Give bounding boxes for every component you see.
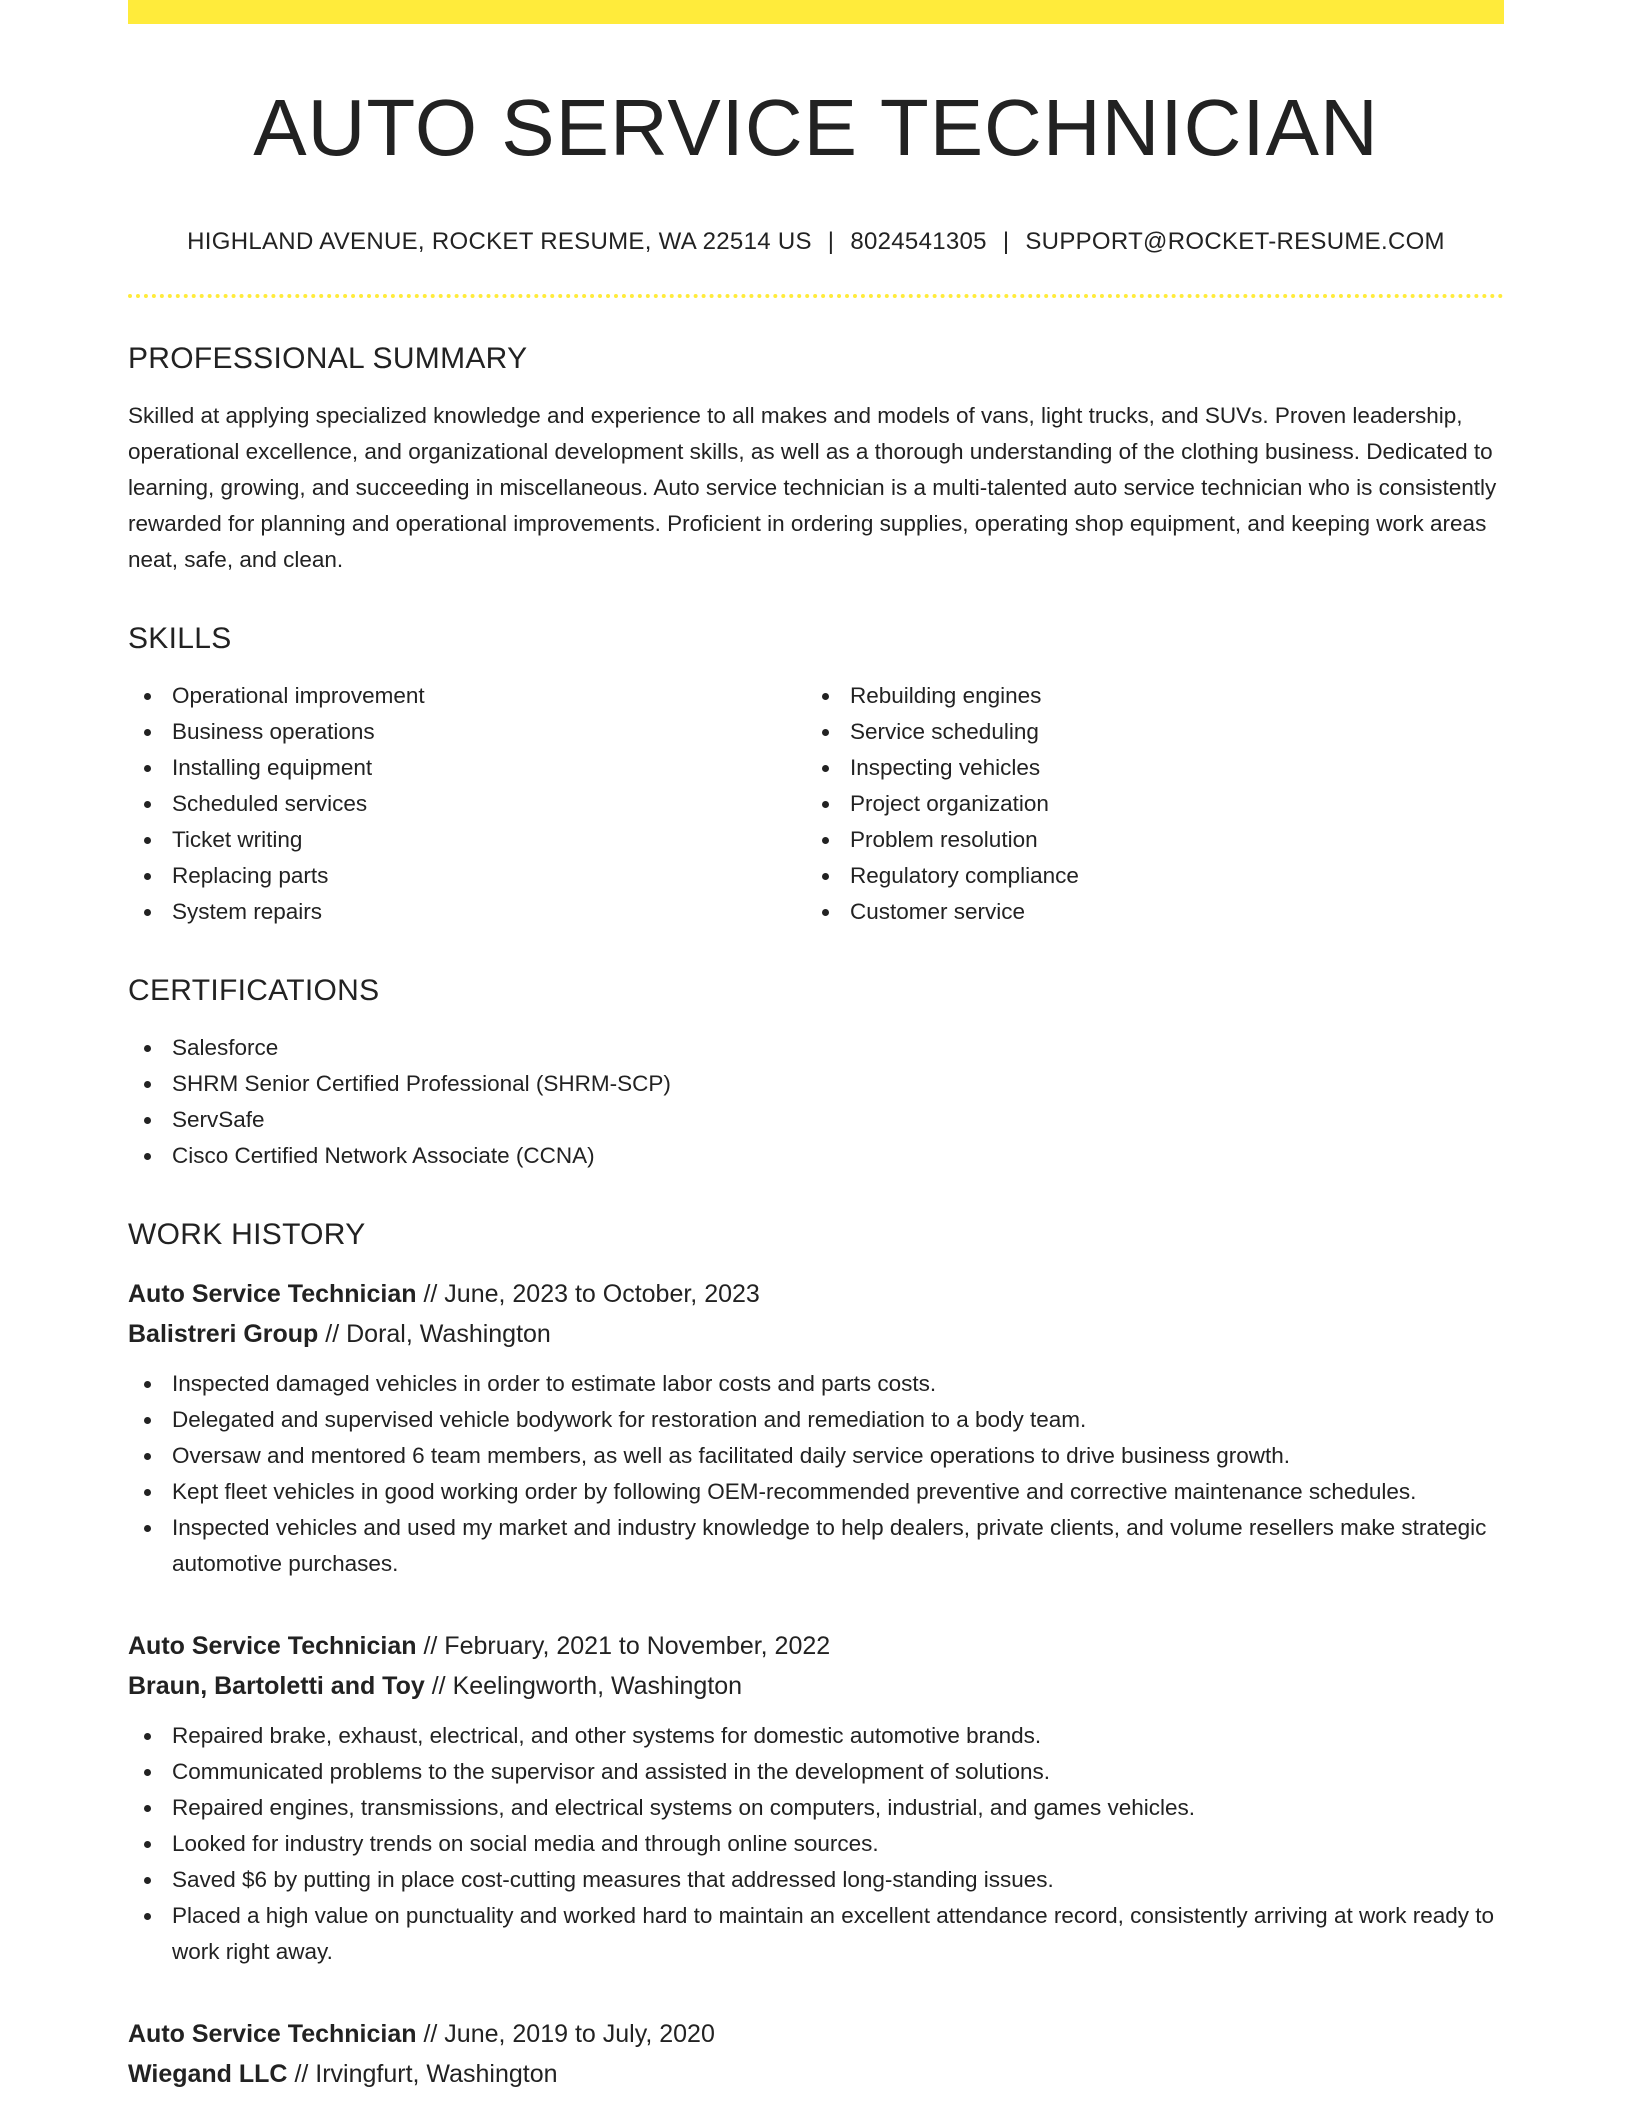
job-company-line: [128, 1314, 1504, 1354]
section-heading-certifications: CERTIFICATIONS: [128, 974, 380, 1007]
skill-item: Customer service: [806, 894, 1484, 930]
job-dates: // February, 2021 to November, 2022: [416, 1632, 831, 1660]
job-bullet: Placed a high value on punctuality and worked hard to maintain an excellent attendance record, consistently arriving at work ready to work right away.: [128, 1898, 1504, 1970]
summary-section: [128, 342, 1504, 578]
contact-phone: 8024541305: [850, 228, 987, 255]
skill-item: Business operations: [128, 714, 806, 750]
skills-list-left: [128, 678, 806, 930]
certifications-section: [128, 974, 1504, 1174]
job-bullets: [128, 1718, 1504, 1970]
job-title: Auto Service Technician: [128, 1632, 417, 1660]
skill-item: Ticket writing: [128, 822, 806, 858]
job-bullets: [128, 1366, 1504, 1582]
summary-text: Skilled at applying specialized knowledge and experience to all makes and models of vans, light trucks, and SUVs. Proven leadership, operational excellence, and organizational development skills, as well as a thorough understanding of the clothing business. Dedicated to learning, growing, and succeeding in miscellaneous. Auto service technician is a multi-talented auto service technician who is consistently rewarded for planning and operational improvements. Proficient in ordering supplies, operating shop equipment, and keeping work areas neat, safe, and clean.: [128, 403, 1497, 572]
job-company: Braun, Bartoletti and Toy: [128, 1672, 425, 1700]
job-location: // Doral, Washington: [318, 1320, 551, 1348]
section-heading-skills: SKILLS: [128, 622, 232, 655]
job-bullet: Inspected damaged vehicles in order to estimate labor costs and parts costs.: [128, 1366, 1504, 1402]
job-title: Auto Service Technician: [128, 2020, 417, 2048]
certifications-list: [128, 1030, 1504, 1174]
skill-item: Scheduled services: [128, 786, 806, 822]
job-bullet: Oversaw and mentored 6 team members, as well as facilitated daily service operations to drive business growth.: [128, 1438, 1504, 1474]
certification-item: ServSafe: [128, 1102, 1504, 1138]
job-dates: // June, 2019 to July, 2020: [416, 2020, 715, 2048]
job-bullet: Looked for industry trends on social media and through online sources.: [128, 1826, 1504, 1862]
job-company-line: [128, 2054, 1504, 2094]
job-company-line: [128, 1666, 1504, 1706]
job-company: Balistreri Group: [128, 1320, 319, 1348]
job-title-line: [128, 2014, 1504, 2054]
skill-item: Replacing parts: [128, 858, 806, 894]
skill-item: Project organization: [806, 786, 1484, 822]
skill-item: Problem resolution: [806, 822, 1484, 858]
certification-item: Salesforce: [128, 1030, 1504, 1066]
skill-item: Regulatory compliance: [806, 858, 1484, 894]
job-entry: [128, 2014, 1504, 2094]
dotted-divider: [128, 294, 1504, 298]
job-entry: [128, 1626, 1504, 1970]
resume-title: AUTO SERVICE TECHNICIAN: [253, 83, 1379, 172]
skill-item: Inspecting vehicles: [806, 750, 1484, 786]
job-title: Auto Service Technician: [128, 1280, 417, 1308]
skill-item: Service scheduling: [806, 714, 1484, 750]
job-dates: // June, 2023 to October, 2023: [416, 1280, 760, 1308]
job-title-line: [128, 1274, 1504, 1314]
contact-separator: |: [827, 228, 835, 255]
job-entry: [128, 1274, 1504, 1582]
contact-separator: |: [1002, 228, 1010, 255]
job-title-line: [128, 1626, 1504, 1666]
accent-top-bar: [128, 0, 1504, 24]
contact-email: SUPPORT@ROCKET-RESUME.COM: [1025, 228, 1445, 255]
skills-section: [128, 622, 1504, 930]
job-bullet: Repaired brake, exhaust, electrical, and other systems for domestic automotive brands.: [128, 1718, 1504, 1754]
skills-grid: [128, 678, 1504, 930]
skills-list-right: [806, 678, 1484, 930]
resume-page: [128, 0, 1504, 2094]
skill-item: Installing equipment: [128, 750, 806, 786]
job-bullet: Delegated and supervised vehicle bodywork for restoration and remediation to a body team.: [128, 1402, 1504, 1438]
job-location: // Keelingworth, Washington: [424, 1672, 743, 1700]
skill-item: Operational improvement: [128, 678, 806, 714]
job-company: Wiegand LLC: [128, 2060, 288, 2088]
contact-address: HIGHLAND AVENUE, ROCKET RESUME, WA 22514 US: [187, 228, 812, 255]
job-bullet: Repaired engines, transmissions, and electrical systems on computers, industrial, and games vehicles.: [128, 1790, 1504, 1826]
section-heading-summary: PROFESSIONAL SUMMARY: [128, 342, 528, 375]
certification-item: Cisco Certified Network Associate (CCNA): [128, 1138, 1504, 1174]
job-bullet: Saved $6 by putting in place cost-cutting measures that addressed long-standing issues.: [128, 1862, 1504, 1898]
contact-line: [128, 228, 1504, 256]
job-bullet: Kept fleet vehicles in good working order by following OEM-recommended preventive and corrective maintenance schedules.: [128, 1474, 1504, 1510]
skill-item: Rebuilding engines: [806, 678, 1484, 714]
work-history-section: [128, 1218, 1504, 2094]
job-location: // Irvingfurt, Washington: [287, 2060, 558, 2088]
skill-item: System repairs: [128, 894, 806, 930]
job-bullet: Communicated problems to the supervisor and assisted in the development of solutions.: [128, 1754, 1504, 1790]
section-heading-work-history: WORK HISTORY: [128, 1218, 366, 1251]
job-bullet: Inspected vehicles and used my market and industry knowledge to help dealers, private clients, and volume resellers make strategic automotive purchases.: [128, 1510, 1504, 1582]
certification-item: SHRM Senior Certified Professional (SHRM-SCP): [128, 1066, 1504, 1102]
